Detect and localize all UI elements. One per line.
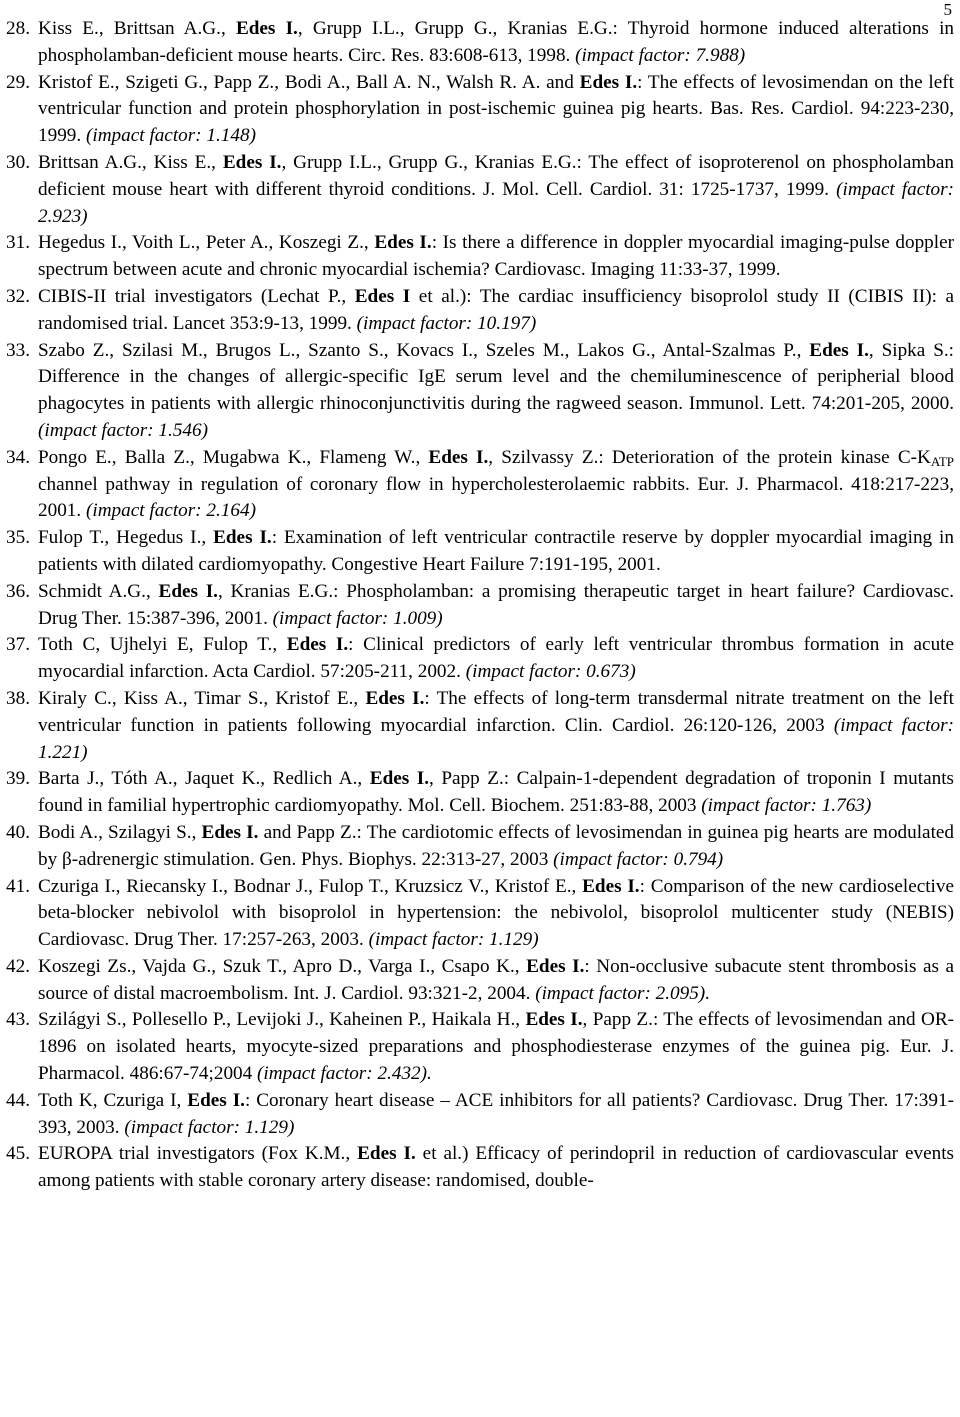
reference-item bbox=[6, 1141, 954, 1195]
reference-text: , Papp Z.: The effects of levosimendan and OR-1896 on isolated hearts, myocyte-sized preparations and phosphodiesterase enzymes of the guinea pig. Eur. J. Pharmacol. 486:67-74;2004 bbox=[38, 1009, 955, 1085]
reference-text: Szilágyi S., Pollesello P., Levijoki J., Kaheinen P., Haikala H., bbox=[38, 1009, 526, 1031]
impact-factor: (impact factor: 2.923) bbox=[38, 178, 954, 227]
reference-number: 29. bbox=[6, 71, 30, 93]
author-highlight: Edes I. bbox=[357, 1143, 416, 1165]
reference-number: 41. bbox=[6, 875, 30, 897]
reference-text: EUROPA trial investigators (Fox K.M., bbox=[38, 1143, 358, 1165]
author-highlight: Edes I. bbox=[579, 71, 638, 93]
reference-item bbox=[6, 874, 954, 954]
author-highlight: Edes I. bbox=[525, 1009, 583, 1031]
impact-factor: (impact factor: 0.794) bbox=[553, 848, 724, 870]
impact-factor: (impact factor: 1.129) bbox=[368, 929, 539, 951]
impact-factor: (impact factor: 1.221) bbox=[38, 714, 954, 763]
reference-text: : Clinical predictors of early left ventricular thrombus formation in acute myocardial infarction. Acta Cardiol. 57:205-211, 2002. bbox=[38, 634, 955, 683]
author-highlight: Edes I. bbox=[428, 446, 489, 468]
reference-item bbox=[6, 632, 954, 686]
impact-factor: (impact factor: 0.673) bbox=[465, 661, 636, 683]
impact-factor: (impact factor: 7.988) bbox=[575, 44, 746, 66]
reference-item bbox=[6, 338, 954, 445]
impact-factor: (impact factor: 2.095). bbox=[535, 982, 710, 1004]
reference-text: , Kranias E.G.: Phospholamban: a promising therapeutic target in heart failure? Cardiovasc. Drug Ther. 15:387-396, 2001. bbox=[38, 580, 954, 629]
impact-factor: (impact factor: 1.129) bbox=[124, 1116, 295, 1138]
reference-text: Kiraly C., Kiss A., Timar S., Kristof E., bbox=[38, 687, 366, 709]
reference-item bbox=[6, 70, 954, 150]
page-number: 5 bbox=[943, 0, 952, 19]
reference-text: , Papp Z.: Calpain-1-dependent degradation of troponin I mutants found in familial hypertrophic cardiomyopathy. Mol. Cell. Biochem. 251:83-88, 2003 bbox=[38, 768, 954, 817]
reference-number: 32. bbox=[6, 285, 30, 307]
impact-factor: (impact factor: 1.148) bbox=[85, 125, 256, 147]
reference-item bbox=[6, 230, 954, 284]
reference-item bbox=[6, 766, 954, 820]
reference-list bbox=[6, 16, 954, 1195]
impact-factor: (impact factor: 1.546) bbox=[38, 419, 208, 441]
reference-item bbox=[6, 525, 954, 579]
reference-text: Koszegi Zs., Vajda G., Szuk T., Apro D., Varga I., Csapo K., bbox=[38, 955, 527, 977]
reference-number: 40. bbox=[6, 821, 30, 843]
reference-text: Barta J., Tóth A., Jaquet K., Redlich A., bbox=[38, 768, 370, 790]
reference-number: 43. bbox=[6, 1009, 30, 1031]
reference-number: 30. bbox=[6, 151, 30, 173]
reference-text: et al.) Efficacy of perindopril in reduction of cardiovascular events among patients with stable coronary artery disease: randomised, double- bbox=[38, 1143, 955, 1192]
reference-text: : Is there a difference in doppler myocardial imaging-pulse doppler spectrum between acute and chronic myocardial ischemia? Cardiovasc. Imaging 11:33-37, 1999. bbox=[38, 232, 955, 281]
author-highlight: Edes I. bbox=[213, 527, 272, 549]
author-highlight: Edes I. bbox=[369, 768, 430, 790]
author-highlight: Edes I. bbox=[526, 955, 585, 977]
reference-item bbox=[6, 820, 954, 874]
reference-text: , Szilvassy Z.: Deterioration of the protein kinase C-K bbox=[488, 446, 931, 468]
impact-factor: (impact factor: 1.763) bbox=[701, 795, 872, 817]
impact-factor: (impact factor: 2.164) bbox=[85, 500, 256, 522]
reference-item bbox=[6, 16, 954, 70]
reference-number: 35. bbox=[6, 527, 30, 549]
reference-number: 34. bbox=[6, 446, 30, 468]
reference-item bbox=[6, 445, 954, 525]
reference-number: 37. bbox=[6, 634, 30, 656]
reference-number: 42. bbox=[6, 955, 30, 977]
reference-number: 44. bbox=[6, 1089, 30, 1111]
reference-text: Fulop T., Hegedus I., bbox=[38, 527, 214, 549]
reference-text: Schmidt A.G., bbox=[38, 580, 159, 602]
author-highlight: Edes I. bbox=[374, 232, 432, 254]
author-highlight: Edes I. bbox=[809, 339, 869, 361]
reference-text: Brittsan A.G., Kiss E., bbox=[38, 151, 223, 173]
author-highlight: Edes I. bbox=[187, 1089, 245, 1111]
reference-text: Hegedus I., Voith L., Peter A., Koszegi Z., bbox=[38, 232, 375, 254]
reference-text: Kiss E., Brittsan A.G., bbox=[38, 18, 236, 39]
impact-factor: (impact factor: 10.197) bbox=[356, 312, 537, 334]
reference-item bbox=[6, 150, 954, 230]
author-highlight: Edes I. bbox=[582, 875, 640, 897]
reference-text: , Sipka S.: Difference in the changes of allergic-specific IgE serum level and the chemiluminescence of peripherial blood phagocytes in patients with allergic rhinoconjunctivitis during the ragweed season. Immunol. Lett. 74:201-205, 2000. bbox=[38, 339, 954, 415]
reference-text: : Comparison of the new cardioselective beta-blocker nebivolol with bisoprolol in hypertension: the nebivolol, bisoprolol multicenter study (NEBIS) Cardiovasc. Drug Ther. 17:257-263, 2003. bbox=[38, 875, 954, 951]
reference-text: , Grupp I.L., Grupp G., Kranias E.G.: The effect of isoproterenol on phospholamban deficient mouse heart with different thyroid conditions. J. Mol. Cell. Cardiol. 31: 1725-1737, 1999. bbox=[38, 151, 955, 200]
author-highlight: Edes I. bbox=[201, 821, 259, 843]
reference-item bbox=[6, 284, 954, 338]
reference-number: 33. bbox=[6, 339, 30, 361]
reference-text: : Examination of left ventricular contractile reserve by doppler myocardial imaging in patients with dilated cardiomyopathy. Congestive Heart Failure 7:191-195, 2001. bbox=[38, 527, 954, 575]
reference-number: 38. bbox=[6, 687, 30, 709]
reference-number: 39. bbox=[6, 768, 30, 790]
reference-item bbox=[6, 1007, 954, 1087]
reference-text: Toth K, Czuriga I, bbox=[38, 1089, 188, 1111]
reference-text: Toth C, Ujhelyi E, Fulop T., bbox=[38, 634, 287, 656]
author-highlight: Edes I. bbox=[222, 151, 282, 173]
reference-number: 31. bbox=[6, 232, 30, 254]
reference-item bbox=[6, 954, 954, 1008]
impact-factor: (impact factor: 2.432). bbox=[257, 1063, 432, 1085]
reference-text: Szabo Z., Szilasi M., Brugos L., Szanto S., Kovacs I., Szeles M., Lakos G., Antal-Szalmas P., bbox=[38, 339, 810, 361]
reference-text: , Grupp I.L., Grupp G., Kranias E.G.: Thyroid hormone induced alterations in phospholamban-deficient mouse hearts. Circ. Res. 83:608-613, 1998. bbox=[38, 18, 954, 66]
reference-number: 36. bbox=[6, 580, 30, 602]
reference-text: : The effects of levosimendan on the left ventricular function and protein phosphorylation in post-ischemic guinea pig hearts. Bas. Res. Cardiol. 94:223-230, 1999. bbox=[38, 71, 954, 147]
reference-item bbox=[6, 686, 954, 766]
impact-factor: (impact factor: 1.009) bbox=[272, 607, 443, 629]
reference-text: and Papp Z.: The cardiotomic effects of levosimendan in guinea pig hearts are modulated by β-adrenergic stimulation. Gen. Phys. Biophys. 22:313-27, 2003 bbox=[38, 821, 955, 870]
reference-text: Pongo E., Balla Z., Mugabwa K., Flameng W., bbox=[38, 446, 429, 468]
author-highlight: Edes I. bbox=[365, 687, 425, 709]
reference-text: et al.): The cardiac insufficiency bisoprolol study II (CIBIS II): a randomised trial. Lancet 353:9-13, 1999. bbox=[38, 285, 955, 334]
reference-item bbox=[6, 1088, 954, 1142]
reference-number: 45. bbox=[6, 1143, 30, 1165]
reference-text: Bodi A., Szilagyi S., bbox=[38, 821, 202, 843]
reference-text: CIBIS-II trial investigators (Lechat P., bbox=[38, 285, 355, 307]
author-highlight: Edes I. bbox=[158, 580, 218, 602]
reference-text: Czuriga I., Riecansky I., Bodnar J., Fulop T., Kruzsicz V., Kristof E., bbox=[38, 875, 583, 897]
reference-text: Kristof E., Szigeti G., Papp Z., Bodi A., Ball A. N., Walsh R. A. and bbox=[38, 71, 580, 93]
reference-number: 28. bbox=[6, 18, 30, 39]
author-highlight: Edes I. bbox=[286, 634, 349, 656]
author-highlight: Edes I bbox=[354, 285, 411, 307]
reference-text: : Coronary heart disease – ACE inhibitors for all patients? Cardiovasc. Drug Ther. 17:391-393, 2003. bbox=[38, 1089, 954, 1138]
reference-item bbox=[6, 579, 954, 633]
reference-text: : Non-occlusive subacute stent thrombosis as a source of distal macroembolism. Int. J. Cardiol. 93:321-2, 2004. bbox=[38, 955, 955, 1004]
author-highlight: Edes I. bbox=[235, 18, 298, 39]
reference-text: : The effects of long-term transdermal nitrate treatment on the left ventricular function in patients following myocardial infarction. Clin. Cardiol. 26:120-126, 2003 bbox=[38, 687, 954, 736]
reference-text: channel pathway in regulation of coronary flow in hypercholesterolaemic rabbits. Eur. J. Pharmacol. 418:217-223, 2001. bbox=[38, 473, 954, 522]
subscript: ATP bbox=[930, 453, 954, 469]
